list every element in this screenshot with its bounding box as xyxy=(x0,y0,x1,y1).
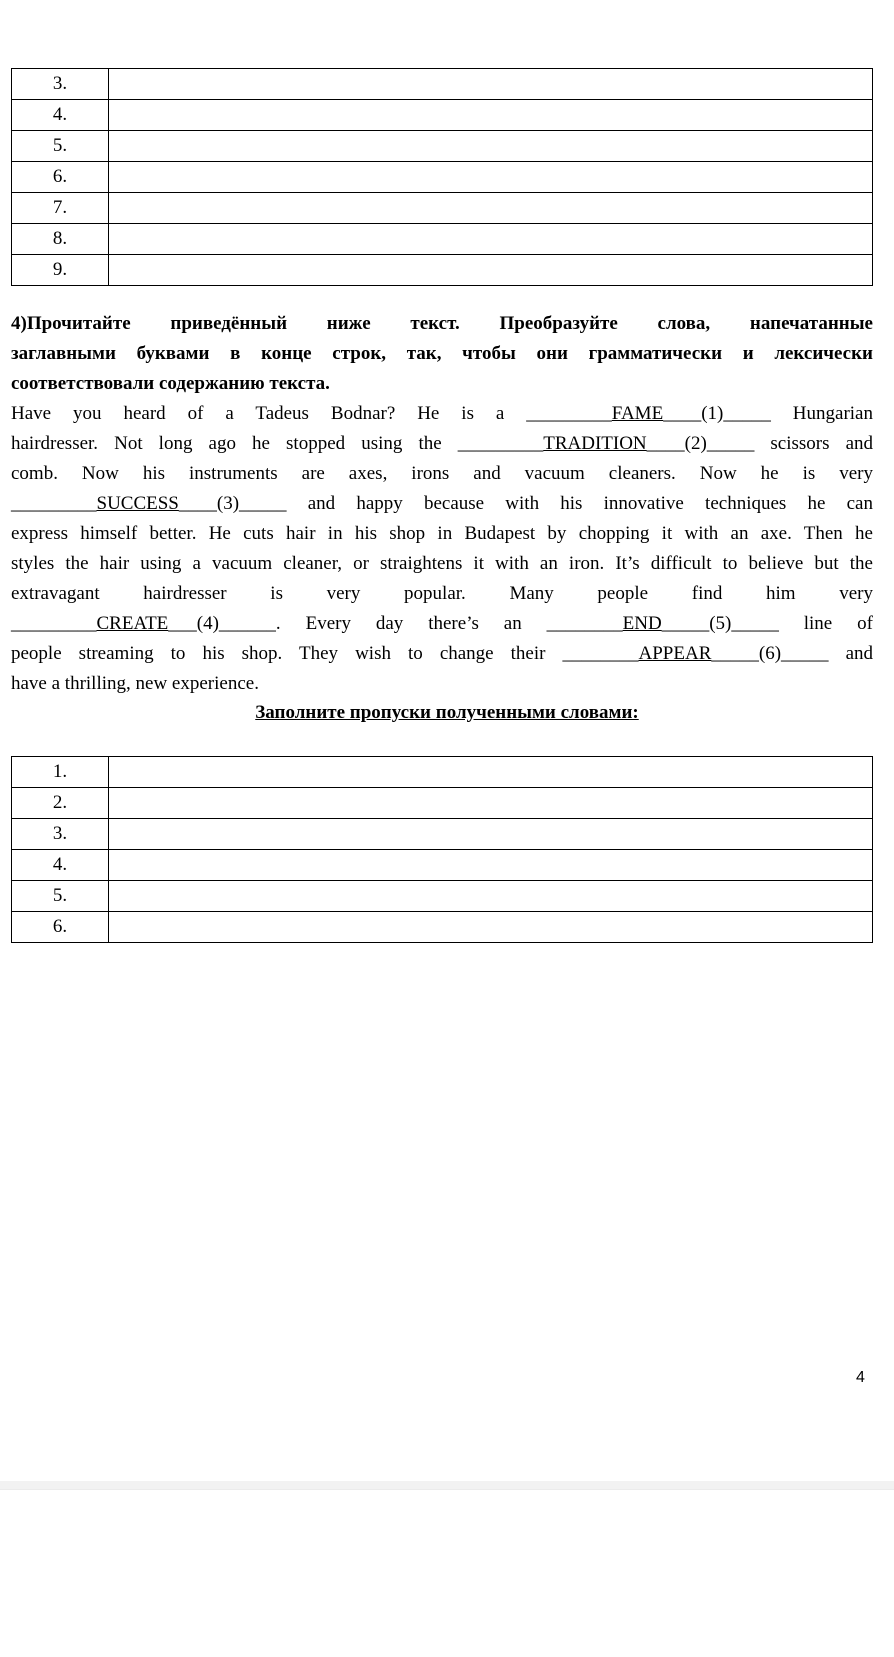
answer-row xyxy=(12,131,873,162)
text-line xyxy=(11,549,873,579)
answer-row xyxy=(12,193,873,224)
answer-row xyxy=(12,881,873,912)
text-segment: ____(3)_____ and happy because with his innovative techniques he can xyxy=(178,493,873,514)
page-number: 4 xyxy=(856,1369,865,1386)
answer-cell[interactable] xyxy=(109,255,873,286)
text-segment: express himself better. He cuts hair in his shop in Budapest by chopping it with an axe. Then he xyxy=(11,523,873,544)
keyword: SUCCESS xyxy=(96,493,179,514)
text-segment: _________ xyxy=(11,493,97,514)
answer-cell[interactable] xyxy=(109,100,873,131)
answer-cell[interactable] xyxy=(109,69,873,100)
answer-cell[interactable] xyxy=(109,881,873,912)
text-segment: ____(2)_____ scissors and xyxy=(646,433,874,454)
row-number: 1. xyxy=(12,757,109,788)
heading-line: соответствовали содержанию текста. xyxy=(11,373,330,394)
task-4 xyxy=(11,309,873,699)
row-number: 3. xyxy=(12,819,109,850)
row-number: 6. xyxy=(12,162,109,193)
answer-cell[interactable] xyxy=(109,162,873,193)
text-line xyxy=(11,459,873,489)
keyword: END xyxy=(622,613,662,634)
row-number: 3. xyxy=(12,69,109,100)
row-number: 6. xyxy=(12,912,109,943)
row-number: 5. xyxy=(12,131,109,162)
text-line xyxy=(11,489,873,519)
answer-cell[interactable] xyxy=(109,757,873,788)
answer-row xyxy=(12,162,873,193)
answer-row xyxy=(12,255,873,286)
row-number: 2. xyxy=(12,788,109,819)
text-segment: people streaming to his shop. They wish to change their ________ xyxy=(11,643,639,664)
text-line xyxy=(11,639,873,669)
page-separator xyxy=(0,1481,894,1490)
answer-row xyxy=(12,69,873,100)
text-segment: comb. Now his instruments are axes, irons and vacuum cleaners. Now he is very xyxy=(11,463,873,484)
answer-cell[interactable] xyxy=(109,788,873,819)
text-line xyxy=(11,399,873,429)
row-number: 4. xyxy=(12,100,109,131)
answer-row xyxy=(12,224,873,255)
text-segment: hairdresser. Not long ago he stopped using the _________ xyxy=(11,433,544,454)
row-number: 8. xyxy=(12,224,109,255)
text-line xyxy=(11,429,873,459)
text-line xyxy=(11,669,873,699)
text-segment: ___(4)______. Every day there’s an ________ xyxy=(168,613,623,634)
text-segment: have a thrilling, new experience. xyxy=(11,673,259,694)
answer-row xyxy=(12,788,873,819)
row-number: 5. xyxy=(12,881,109,912)
row-number: 7. xyxy=(12,193,109,224)
keyword: TRADITION xyxy=(543,433,647,454)
answer-row xyxy=(12,757,873,788)
answer-cell[interactable] xyxy=(109,193,873,224)
text-segment: styles the hair using a vacuum cleaner, or straightens it with an iron. It’s difficult to believe but the xyxy=(11,553,873,574)
text-segment: _________ xyxy=(11,613,97,634)
answer-row xyxy=(12,850,873,881)
text-segment: _____(5)_____ line of xyxy=(661,613,873,634)
row-number: 4. xyxy=(12,850,109,881)
answer-row xyxy=(12,100,873,131)
task-text xyxy=(11,399,873,699)
text-line xyxy=(11,579,873,609)
task-heading xyxy=(11,309,873,399)
heading-line: заглавными буквами в конце строк, так, чтобы они грамматически и лексически xyxy=(11,343,873,364)
text-segment: ____(1)_____ Hungarian xyxy=(663,403,873,424)
answer-cell[interactable] xyxy=(109,850,873,881)
text-segment: Have you heard of a Tadeus Bodnar? He is a _________ xyxy=(11,403,612,424)
answer-cell[interactable] xyxy=(109,224,873,255)
heading-line: 4)Прочитайте приведённый ниже текст. Преобразуйте слова, напечатанные xyxy=(11,313,873,334)
answer-row xyxy=(12,819,873,850)
answer-table-bottom xyxy=(11,756,873,943)
answer-cell[interactable] xyxy=(109,912,873,943)
keyword: CREATE xyxy=(96,613,169,634)
keyword: APPEAR xyxy=(638,643,712,664)
text-segment: _____(6)_____ and xyxy=(711,643,873,664)
row-number: 9. xyxy=(12,255,109,286)
answer-row xyxy=(12,912,873,943)
keyword: FAME xyxy=(611,403,664,424)
text-segment: extravagant hairdresser is very popular. Many people find him very xyxy=(11,583,873,604)
fill-instruction: Заполните пропуски полученными словами: xyxy=(255,702,639,723)
text-line xyxy=(11,609,873,639)
text-line xyxy=(11,519,873,549)
answer-table-top xyxy=(11,68,873,286)
answer-cell[interactable] xyxy=(109,819,873,850)
answer-cell[interactable] xyxy=(109,131,873,162)
